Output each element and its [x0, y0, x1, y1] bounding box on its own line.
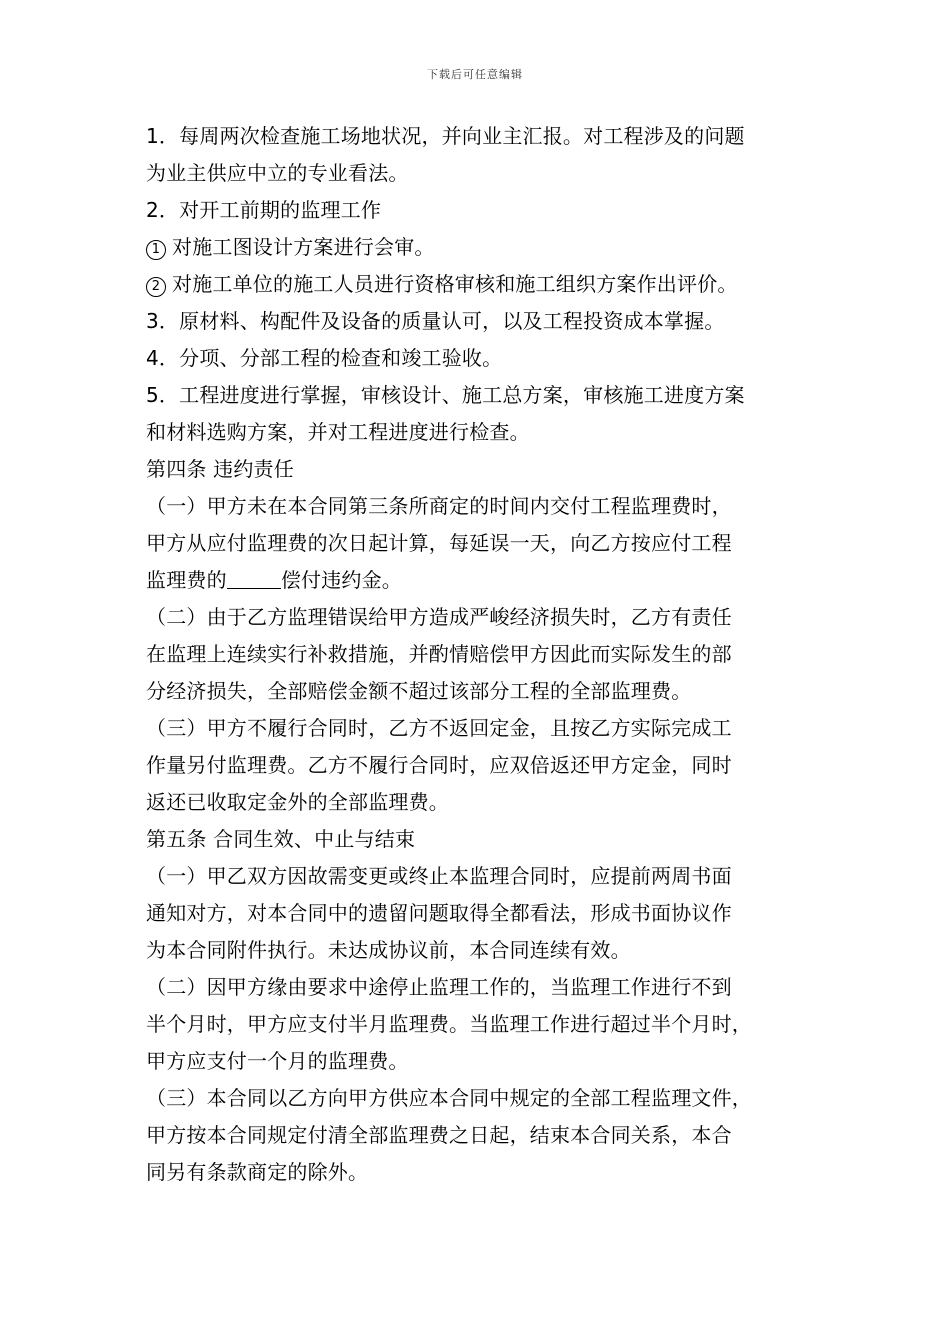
fill-in-blank	[227, 570, 281, 589]
document-line: 作量另付监理费。乙方不履行合同时，应双倍返还甲方定金，同时	[146, 753, 732, 777]
document-body	[146, 118, 811, 1191]
document-line: 通知对方，对本合同中的遗留问题取得全都看法，形成书面协议作	[146, 901, 732, 925]
line-text: 对施工图设计方案进行会审。	[172, 235, 435, 259]
line-text: 监理费的	[146, 568, 227, 592]
document-line: 半个月时，甲方应支付半月监理费。当监理工作进行超过半个月时，	[146, 1012, 752, 1036]
line-text: 对施工单位的施工人员进行资格审核和施工组织方案作出评价。	[172, 272, 738, 296]
document-line: （三）甲方不履行合同时，乙方不返回定金，且按乙方实际完成工	[146, 716, 732, 740]
document-line	[146, 229, 811, 266]
document-line	[146, 266, 811, 303]
document-line: （一）甲方未在本合同第三条所商定的时间内交付工程监理费时，	[146, 494, 732, 518]
document-line: 4．分项、分部工程的检查和竣工验收。	[146, 346, 503, 370]
circled-number-marker: 1	[146, 240, 166, 260]
document-line: 分经济损失，全部赔偿金额不超过该部分工程的全部监理费。	[146, 679, 692, 703]
document-line: 第四条 违约责任	[146, 457, 294, 481]
document-line: 为业主供应中立的专业看法。	[146, 161, 409, 185]
document-line: 1．每周两次检查施工场地状况，并向业主汇报。对工程涉及的问题	[146, 124, 745, 148]
page-header: 下载后可任意编辑	[427, 68, 523, 81]
document-line: 5．工程进度进行掌握，审核设计、施工总方案，审核施工进度方案	[146, 383, 745, 407]
document-line: （一）甲乙双方因故需变更或终止本监理合同时，应提前两周书面	[146, 864, 732, 888]
document-line: 返还已收取定金外的全部监理费。	[146, 790, 449, 814]
document-line: 和材料选购方案，并对工程进度进行检查。	[146, 420, 530, 444]
document-line: 2．对开工前期的监理工作	[146, 198, 382, 222]
document-line	[146, 562, 811, 599]
document-line: 为本合同附件执行。未达成协议前，本合同连续有效。	[146, 938, 631, 962]
line-text: 偿付违约金。	[280, 568, 403, 592]
document-line: （二）由于乙方监理错误给甲方造成严峻经济损失时，乙方有责任	[146, 605, 732, 629]
document-line: 第五条 合同生效、中止与结束	[146, 827, 416, 851]
document-line: 在监理上连续实行补救措施，并酌情赔偿甲方因此而实际发生的部	[146, 642, 732, 666]
document-line: （二）因甲方缘由要求中途停止监理工作的，当监理工作进行不到	[146, 975, 732, 999]
document-line: （三）本合同以乙方向甲方供应本合同中规定的全部工程监理文件，	[146, 1086, 752, 1110]
document-line: 3．原材料、构配件及设备的质量认可，以及工程投资成本掌握。	[146, 309, 725, 333]
document-line: 同另有条款商定的除外。	[146, 1160, 369, 1184]
document-line: 甲方从应付监理费的次日起计算，每延误一天，向乙方按应付工程	[146, 531, 732, 555]
document-line: 甲方按本合同规定付清全部监理费之日起，结束本合同关系，本合	[146, 1123, 732, 1147]
circled-number-marker: 2	[146, 277, 166, 297]
document-line: 甲方应支付一个月的监理费。	[146, 1049, 409, 1073]
